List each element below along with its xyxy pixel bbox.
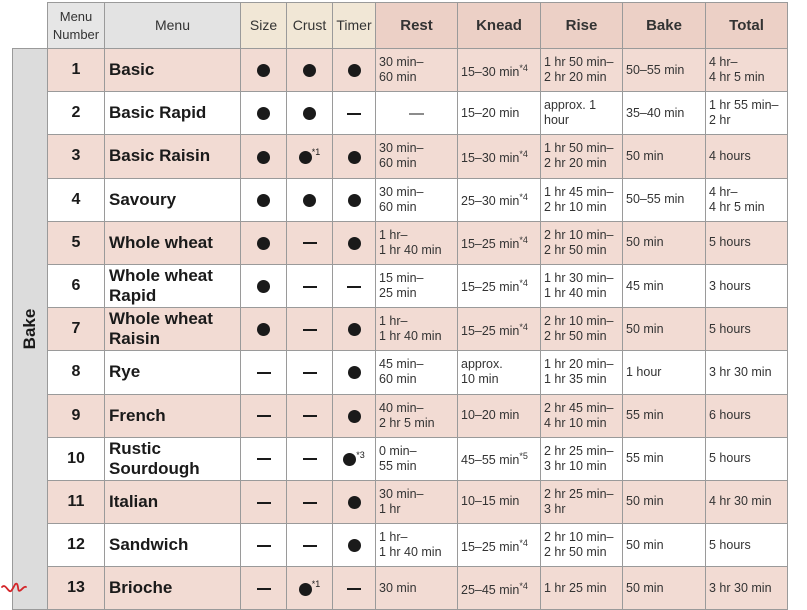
timer-cell <box>333 524 376 567</box>
filled-dot-icon <box>257 280 270 293</box>
knead-cell <box>458 135 541 178</box>
dash-icon <box>257 415 271 417</box>
timer-cell <box>333 221 376 264</box>
rest-cell: 30 min– 60 min <box>376 135 458 178</box>
rise-cell: 1 hr 45 min– 2 hr 10 min <box>541 178 623 221</box>
filled-dot-icon <box>343 453 356 466</box>
dash-icon <box>303 242 317 244</box>
menu-number-cell: 5 <box>48 221 105 264</box>
knead-cell <box>458 351 541 394</box>
knead-time: approx. 10 min <box>461 357 503 387</box>
bake-cell: 50 min <box>623 221 706 264</box>
total-cell: 6 hours <box>706 394 788 437</box>
bake-cell: 35–40 min <box>623 92 706 135</box>
timer-cell <box>333 135 376 178</box>
knead-footnote: *4 <box>519 235 528 246</box>
crust-cell <box>287 567 333 610</box>
bake-cell: 50 min <box>623 135 706 178</box>
knead-cell <box>458 524 541 567</box>
header-menu-number: Menu Number <box>48 3 105 49</box>
rest-cell: 1 hr– 1 hr 40 min <box>376 308 458 351</box>
knead-footnote: *4 <box>519 192 528 203</box>
crust-cell <box>287 351 333 394</box>
rest-cell: 45 min– 60 min <box>376 351 458 394</box>
crust-cell <box>287 480 333 523</box>
knead-cell <box>458 308 541 351</box>
table-row <box>13 567 788 610</box>
rest-cell: 1 hr– 1 hr 40 min <box>376 221 458 264</box>
total-cell: 1 hr 55 min– 2 hr <box>706 92 788 135</box>
rise-cell: 2 hr 25 min– 3 hr <box>541 480 623 523</box>
total-cell: 3 hr 30 min <box>706 567 788 610</box>
crust-cell <box>287 308 333 351</box>
dash-icon <box>303 372 317 374</box>
menu-number-cell: 7 <box>48 308 105 351</box>
filled-dot-icon <box>348 237 361 250</box>
dash-icon <box>347 113 361 115</box>
dash-icon <box>347 588 361 590</box>
menu-name-cell: Whole wheat Rapid <box>105 264 241 307</box>
total-cell: 4 hr– 4 hr 5 min <box>706 178 788 221</box>
knead-time: 25–45 min <box>461 582 520 597</box>
menu-number-cell: 8 <box>48 351 105 394</box>
header-timer: Timer <box>333 3 376 49</box>
crust-footnote: *1 <box>311 147 321 158</box>
crust-footnote: *1 <box>311 579 321 590</box>
menu-name-cell: Rye <box>105 351 241 394</box>
menu-name-cell: Rustic Sourdough <box>105 437 241 480</box>
knead-time: 15–30 min <box>461 64 520 79</box>
menu-name-cell: Sandwich <box>105 524 241 567</box>
timer-cell <box>333 308 376 351</box>
filled-dot-icon <box>299 151 312 164</box>
table-header-row <box>13 3 788 49</box>
total-cell: 4 hours <box>706 135 788 178</box>
menu-name-cell: Brioche <box>105 567 241 610</box>
table-row <box>13 221 788 264</box>
size-cell <box>241 524 287 567</box>
timer-cell <box>333 480 376 523</box>
knead-time: 15–20 min <box>461 105 520 120</box>
dash-icon <box>303 415 317 417</box>
bake-cell: 45 min <box>623 264 706 307</box>
bake-cell: 1 hour <box>623 351 706 394</box>
menu-number-cell: 13 <box>48 567 105 610</box>
rest-cell: 15 min– 25 min <box>376 264 458 307</box>
total-cell: 5 hours <box>706 437 788 480</box>
total-cell: 5 hours <box>706 308 788 351</box>
total-cell: 5 hours <box>706 524 788 567</box>
bake-cell: 50 min <box>623 524 706 567</box>
knead-time: 15–25 min <box>461 237 520 252</box>
crust-cell <box>287 92 333 135</box>
total-cell: 3 hr 30 min <box>706 351 788 394</box>
filled-dot-icon <box>257 151 270 164</box>
table-row <box>13 49 788 92</box>
table-row <box>13 480 788 523</box>
menu-name-cell: Whole wheat Raisin <box>105 308 241 351</box>
crust-cell <box>287 524 333 567</box>
rest-cell: 30 min <box>376 567 458 610</box>
bake-cell: 55 min <box>623 394 706 437</box>
handwritten-check-mark <box>0 579 28 599</box>
rise-cell: 2 hr 45 min– 4 hr 10 min <box>541 394 623 437</box>
timer-cell <box>333 49 376 92</box>
menu-name-cell: Basic <box>105 49 241 92</box>
size-cell <box>241 437 287 480</box>
rise-cell: 1 hr 30 min– 1 hr 40 min <box>541 264 623 307</box>
filled-dot-icon <box>348 151 361 164</box>
crust-cell <box>287 394 333 437</box>
timer-cell <box>333 178 376 221</box>
dash-icon <box>303 458 317 460</box>
filled-dot-icon <box>303 64 316 77</box>
header-rise: Rise <box>541 3 623 49</box>
crust-cell <box>287 178 333 221</box>
total-cell: 4 hr– 4 hr 5 min <box>706 49 788 92</box>
size-cell <box>241 49 287 92</box>
total-cell: 4 hr 30 min <box>706 480 788 523</box>
knead-time: 45–55 min <box>461 453 520 468</box>
rest-cell: 30 min– 1 hr <box>376 480 458 523</box>
table-row <box>13 135 788 178</box>
timer-cell <box>333 351 376 394</box>
rise-cell: 2 hr 25 min– 3 hr 10 min <box>541 437 623 480</box>
rise-cell: 2 hr 10 min– 2 hr 50 min <box>541 524 623 567</box>
category-label: Bake <box>20 308 39 350</box>
size-cell <box>241 394 287 437</box>
crust-cell <box>287 264 333 307</box>
rest-cell: — <box>376 92 458 135</box>
timer-cell <box>333 437 376 480</box>
knead-cell <box>458 567 541 610</box>
menu-name-cell: Savoury <box>105 178 241 221</box>
knead-time: 15–25 min <box>461 280 520 295</box>
filled-dot-icon <box>348 496 361 509</box>
filled-dot-icon <box>348 410 361 423</box>
bake-cell: 50–55 min <box>623 49 706 92</box>
filled-dot-icon <box>348 194 361 207</box>
knead-footnote: *4 <box>519 580 528 591</box>
knead-time: 15–30 min <box>461 151 520 166</box>
bake-cell: 50–55 min <box>623 178 706 221</box>
size-cell <box>241 351 287 394</box>
filled-dot-icon <box>303 194 316 207</box>
filled-dot-icon <box>348 366 361 379</box>
knead-footnote: *4 <box>519 148 528 159</box>
rise-cell: 1 hr 50 min– 2 hr 20 min <box>541 135 623 178</box>
table-body <box>13 49 788 610</box>
menu-number-cell: 3 <box>48 135 105 178</box>
bake-cell: 50 min <box>623 567 706 610</box>
crust-cell <box>287 221 333 264</box>
menu-number-cell: 9 <box>48 394 105 437</box>
dash-icon <box>347 286 361 288</box>
table-row <box>13 308 788 351</box>
rise-cell: approx. 1 hour <box>541 92 623 135</box>
table-row <box>13 264 788 307</box>
size-cell <box>241 308 287 351</box>
knead-time: 10–15 min <box>461 494 520 509</box>
crust-cell <box>287 49 333 92</box>
knead-footnote: *4 <box>519 62 528 73</box>
dash-icon <box>257 502 271 504</box>
dash-icon <box>257 545 271 547</box>
filled-dot-icon <box>257 323 270 336</box>
rest-cell: 40 min– 2 hr 5 min <box>376 394 458 437</box>
menu-name-cell: Basic Raisin <box>105 135 241 178</box>
knead-cell <box>458 264 541 307</box>
total-cell: 3 hours <box>706 264 788 307</box>
timer-cell <box>333 92 376 135</box>
table-row <box>13 437 788 480</box>
rise-cell: 2 hr 10 min– 2 hr 50 min <box>541 221 623 264</box>
timer-cell <box>333 264 376 307</box>
dash-icon <box>303 329 317 331</box>
filled-dot-icon <box>257 194 270 207</box>
dash-icon <box>303 286 317 288</box>
filled-dot-icon <box>299 583 312 596</box>
size-cell <box>241 178 287 221</box>
rest-cell: 1 hr– 1 hr 40 min <box>376 524 458 567</box>
rise-cell: 1 hr 25 min <box>541 567 623 610</box>
bread-menu-table <box>12 2 788 610</box>
table-row <box>13 178 788 221</box>
rise-cell: 2 hr 10 min– 2 hr 50 min <box>541 308 623 351</box>
size-cell <box>241 92 287 135</box>
header-menu: Menu <box>105 3 241 49</box>
filled-dot-icon <box>348 323 361 336</box>
menu-number-cell: 2 <box>48 92 105 135</box>
knead-cell <box>458 92 541 135</box>
menu-number-cell: 1 <box>48 49 105 92</box>
category-label-cell <box>13 49 48 610</box>
filled-dot-icon <box>348 64 361 77</box>
menu-number-cell: 4 <box>48 178 105 221</box>
size-cell <box>241 221 287 264</box>
timer-cell <box>333 394 376 437</box>
bake-cell: 50 min <box>623 480 706 523</box>
menu-number-cell: 10 <box>48 437 105 480</box>
header-crust: Crust <box>287 3 333 49</box>
rest-cell: 30 min– 60 min <box>376 178 458 221</box>
size-cell <box>241 480 287 523</box>
dash-icon <box>303 502 317 504</box>
header-knead: Knead <box>458 3 541 49</box>
knead-time: 10–20 min <box>461 408 520 423</box>
timer-cell <box>333 567 376 610</box>
filled-dot-icon <box>348 539 361 552</box>
table-row <box>13 351 788 394</box>
menu-name-cell: Basic Rapid <box>105 92 241 135</box>
table-row <box>13 524 788 567</box>
menu-name-cell: Italian <box>105 480 241 523</box>
header-bake: Bake <box>623 3 706 49</box>
filled-dot-icon <box>257 237 270 250</box>
menu-number-cell: 6 <box>48 264 105 307</box>
knead-footnote: *5 <box>519 451 528 462</box>
knead-time: 15–25 min <box>461 323 520 338</box>
size-cell <box>241 567 287 610</box>
header-rest: Rest <box>376 3 458 49</box>
knead-time: 25–30 min <box>461 194 520 209</box>
dash-icon <box>257 372 271 374</box>
crust-cell <box>287 135 333 178</box>
rest-cell: 0 min– 55 min <box>376 437 458 480</box>
filled-dot-icon <box>257 107 270 120</box>
bake-cell: 55 min <box>623 437 706 480</box>
header-size: Size <box>241 3 287 49</box>
knead-cell <box>458 178 541 221</box>
table-row <box>13 92 788 135</box>
total-cell: 5 hours <box>706 221 788 264</box>
knead-cell <box>458 480 541 523</box>
size-cell <box>241 135 287 178</box>
header-total: Total <box>706 3 788 49</box>
dash-icon <box>257 458 271 460</box>
menu-number-cell: 12 <box>48 524 105 567</box>
timer-footnote: *3 <box>356 449 365 460</box>
knead-cell <box>458 437 541 480</box>
rise-cell: 1 hr 50 min– 2 hr 20 min <box>541 49 623 92</box>
menu-name-cell: Whole wheat <box>105 221 241 264</box>
dash-icon <box>303 545 317 547</box>
size-cell <box>241 264 287 307</box>
bake-cell: 50 min <box>623 308 706 351</box>
knead-footnote: *4 <box>519 321 528 332</box>
dash-icon <box>257 588 271 590</box>
knead-cell <box>458 221 541 264</box>
knead-footnote: *4 <box>519 537 528 548</box>
rest-cell: 30 min– 60 min <box>376 49 458 92</box>
blank-corner <box>13 3 48 49</box>
knead-footnote: *4 <box>519 278 528 289</box>
filled-dot-icon <box>303 107 316 120</box>
knead-time: 15–25 min <box>461 539 520 554</box>
rise-cell: 1 hr 20 min– 1 hr 35 min <box>541 351 623 394</box>
table-row <box>13 394 788 437</box>
menu-number-cell: 11 <box>48 480 105 523</box>
menu-name-cell: French <box>105 394 241 437</box>
filled-dot-icon <box>257 64 270 77</box>
knead-cell <box>458 49 541 92</box>
menu-table-container <box>12 2 788 610</box>
knead-cell <box>458 394 541 437</box>
crust-cell <box>287 437 333 480</box>
